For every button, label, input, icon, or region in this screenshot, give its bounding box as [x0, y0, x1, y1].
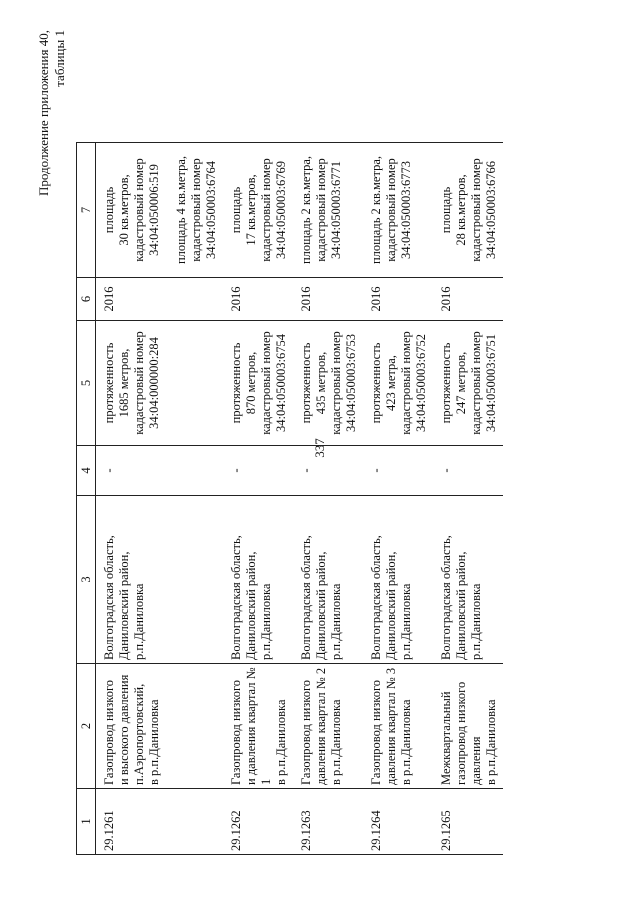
area-extra-line: 34:04:050003:6764: [204, 161, 218, 259]
extent-line: кадастровый номер: [329, 331, 343, 435]
row-id-cell: 29.1263: [293, 789, 363, 855]
location-line: Даниловский район,: [244, 551, 258, 660]
extent-line: 435 метров,: [314, 351, 328, 415]
facility-name-line: газопровод низкого: [454, 681, 468, 785]
area-line: кадастровый номер: [384, 158, 398, 262]
column4-cell: -: [363, 446, 433, 496]
area-cell: [293, 143, 363, 278]
extent-line: кадастровый номер: [469, 331, 483, 435]
location-cell: [363, 496, 433, 664]
column4-cell: -: [293, 446, 363, 496]
row-id-cell: 29.1265: [433, 789, 503, 855]
year-cell: 2016: [96, 278, 224, 321]
appendix-note-line1: Продолжение приложения 40,: [36, 30, 51, 197]
location-line: Волгоградская область,: [102, 535, 116, 660]
facility-name-cell: [363, 664, 433, 789]
facility-name-line: и давления квартал № 1: [244, 667, 273, 785]
facility-name-line: Межквартальный: [439, 691, 453, 785]
facility-name-cell: [223, 664, 293, 789]
facility-name-line: Газопровод низкого: [229, 679, 243, 785]
facility-name-cell: [293, 664, 363, 789]
facility-name-line: в р.п.Даниловка: [147, 699, 161, 785]
rotated-page-content: [28, 20, 613, 870]
area-line: кадастровый номер: [259, 158, 273, 262]
column-number-1: 1: [77, 789, 96, 855]
location-line: р.п.Даниловка: [259, 583, 273, 660]
area-line: площадь: [102, 186, 116, 234]
table-row: [223, 143, 293, 855]
facility-name-line: Газопровод низкого: [299, 679, 313, 785]
column-number-7: 7: [77, 143, 96, 278]
area-extra-block: [174, 146, 219, 274]
extent-line: протяженность: [299, 342, 313, 424]
facility-name-line: Газопровод низкого: [369, 679, 383, 785]
area-cell: [363, 143, 433, 278]
facility-name-line: в р.п.Даниловка: [399, 699, 413, 785]
area-line: 17 кв.метров,: [244, 174, 258, 246]
extent-cell: [363, 321, 433, 446]
extent-cell: [293, 321, 363, 446]
year-cell: 2016: [223, 278, 293, 321]
table-row: [293, 143, 363, 855]
extent-line: протяженность: [229, 342, 243, 424]
facility-name-line: в р.п.Даниловка: [329, 699, 343, 785]
area-cell: [433, 143, 503, 278]
facility-name-line: в р.п.Даниловка: [274, 699, 288, 785]
column-number-2: 2: [77, 664, 96, 789]
column-number-row: [77, 143, 96, 855]
facility-name-line: давления: [469, 736, 483, 785]
facility-name-line: в р.п.Даниловка: [484, 699, 498, 785]
area-cell: [223, 143, 293, 278]
year-cell: 2016: [363, 278, 433, 321]
extent-cell: [433, 321, 503, 446]
row-id-cell: 29.1261: [96, 789, 224, 855]
location-line: р.п.Даниловка: [329, 583, 343, 660]
area-line: кадастровый номер: [469, 158, 483, 262]
extent-line: протяженность: [102, 342, 116, 424]
area-line: кадастровый номер: [314, 158, 328, 262]
row-id-cell: 29.1262: [223, 789, 293, 855]
extent-line: 34:04:000000:284: [147, 337, 161, 429]
column4-cell: -: [223, 446, 293, 496]
extent-line: 1685 метров,: [117, 348, 131, 418]
area-line: 34:04:050003:6766: [484, 161, 498, 259]
location-line: Даниловский район,: [384, 551, 398, 660]
location-line: Даниловский район,: [314, 551, 328, 660]
facility-name-cell: [433, 664, 503, 789]
location-line: Волгоградская область,: [439, 535, 453, 660]
table-row: [433, 143, 503, 855]
facility-name-line: и высокого давления: [117, 674, 131, 785]
location-line: Волгоградская область,: [369, 535, 383, 660]
area-line: 28 кв.метров,: [454, 174, 468, 246]
area-line: кадастровый номер: [132, 158, 146, 262]
facility-name-line: Газопровод низкого: [102, 679, 116, 785]
extent-line: 34:04:050003:6754: [274, 334, 288, 432]
table-body: [96, 143, 504, 855]
column-number-5: 5: [77, 321, 96, 446]
location-line: Волгоградская область,: [229, 535, 243, 660]
extent-line: 423 метра,: [384, 355, 398, 411]
extent-line: 34:04:050003:6752: [414, 334, 428, 432]
area-line: площадь: [439, 186, 453, 234]
facility-name-line: п.Аэропортовский,: [132, 683, 146, 785]
area-line: 34:04:050006:519: [147, 164, 161, 256]
location-cell: [433, 496, 503, 664]
area-line: площадь 2 кв.метра,: [369, 156, 383, 265]
location-line: Даниловский район,: [454, 551, 468, 660]
column4-cell: -: [96, 446, 224, 496]
area-line: 34:04:050003:6773: [399, 161, 413, 259]
row-id-cell: 29.1264: [363, 789, 433, 855]
area-extra-line: кадастровый номер: [189, 158, 203, 262]
table-row: [363, 143, 433, 855]
column-number-3: 3: [77, 496, 96, 664]
location-line: р.п.Даниловка: [469, 583, 483, 660]
extent-line: 870 метров,: [244, 351, 258, 415]
extent-cell: [223, 321, 293, 446]
facility-name-cell: [96, 664, 224, 789]
area-line: площадь: [229, 186, 243, 234]
location-line: р.п.Даниловка: [132, 583, 146, 660]
area-line: площадь 2 кв.метра,: [299, 156, 313, 265]
column-number-4: 4: [77, 446, 96, 496]
appendix-continuation-note: [36, 30, 68, 196]
area-line: 34:04:050003:6769: [274, 161, 288, 259]
extent-line: кадастровый номер: [132, 331, 146, 435]
area-extra-line: площадь 4 кв.метра,: [174, 156, 188, 265]
appendix-note-line2: таблицы 1: [52, 30, 67, 87]
location-cell: [96, 496, 224, 664]
year-cell: 2016: [433, 278, 503, 321]
area-line: 30 кв.метров,: [117, 174, 131, 246]
extent-line: протяженность: [369, 342, 383, 424]
location-line: р.п.Даниловка: [399, 583, 413, 660]
facility-name-line: давления квартал № 3: [384, 667, 398, 785]
facilities-table: [76, 142, 503, 855]
column4-cell: -: [433, 446, 503, 496]
location-cell: [223, 496, 293, 664]
extent-line: кадастровый номер: [399, 331, 413, 435]
column-number-6: 6: [77, 278, 96, 321]
extent-line: кадастровый номер: [259, 331, 273, 435]
extent-line: 247 метров,: [454, 351, 468, 415]
extent-cell: [96, 321, 224, 446]
year-cell: 2016: [293, 278, 363, 321]
page-number: 337: [312, 438, 327, 458]
extent-line: 34:04:050003:6753: [344, 334, 358, 432]
area-line: 34:04:050003:6771: [329, 161, 343, 259]
location-cell: [293, 496, 363, 664]
extent-line: 34:04:050003:6751: [484, 334, 498, 432]
location-line: Даниловский район,: [117, 551, 131, 660]
location-line: Волгоградская область,: [299, 535, 313, 660]
area-cell: [96, 143, 224, 278]
table-row: [96, 143, 224, 855]
extent-line: протяженность: [439, 342, 453, 424]
facility-name-line: давления квартал № 2: [314, 667, 328, 785]
